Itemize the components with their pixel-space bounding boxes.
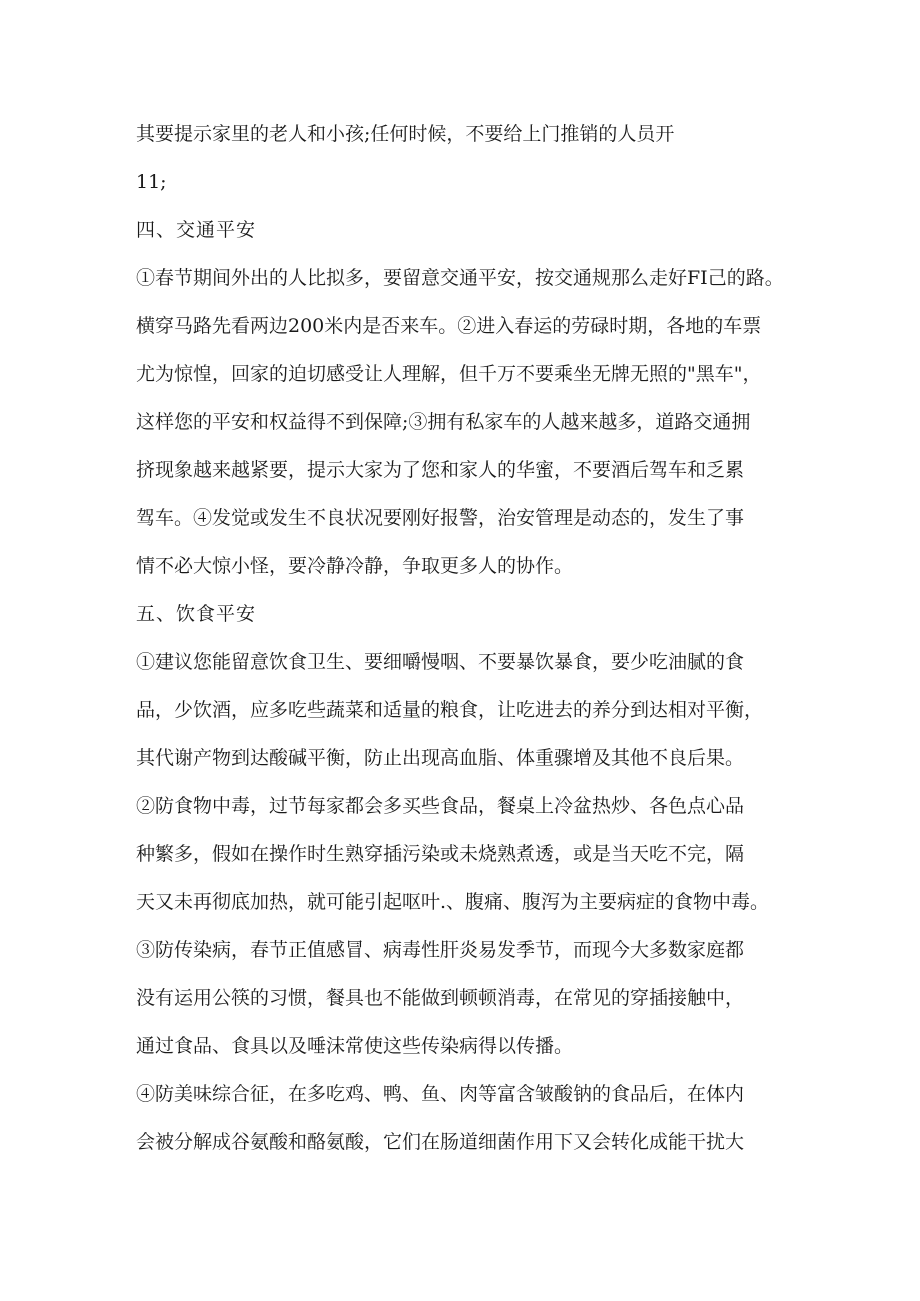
text-line: 横穿马路先看两边200米内是否来车。②进入春运的劳碌时期，各地的车票 — [136, 315, 762, 337]
text-line: ①建议您能留意饮食卫生、要细嚼慢咽、不要暴饮暴食，要少吃油腻的食 — [136, 651, 745, 673]
text-line: 11; — [136, 171, 167, 193]
text-line: 情不必大惊小怪，要冷静冷静，争取更多人的协作。 — [136, 555, 574, 577]
text-line: 通过食品、食具以及唾沫常使这些传染病得以传播。 — [136, 1035, 574, 1057]
text-line: 其要提示家里的老人和小孩;任何时候，不要给上门推销的人员开 — [136, 123, 675, 145]
text-line: 这样您的平安和权益得不到保障;③拥有私家车的人越来越多，道路交通拥 — [136, 411, 751, 433]
text-line: 尤为惊惶，回家的迫切感受让人理解，但千万不要乘坐无牌无照的"黑车"， — [136, 363, 762, 385]
text-line: ③防传染病，春节正值感冒、病毒性肝炎易发季节，而现今大多数家庭都 — [136, 939, 745, 961]
section-heading-traffic: 四、交通平安 — [136, 219, 257, 241]
text-line: ②防食物中毒，过节每家都会多买些食品，餐桌上冷盆热炒、各色点心品 — [136, 795, 745, 817]
text-line: ④防美味综合征，在多吃鸡、鸭、鱼、肉等富含皱酸钠的食品后，在体内 — [136, 1083, 745, 1105]
text-line: 没有运用公筷的习惯，餐具也不能做到顿顿消毒，在常见的穿插接触中， — [136, 987, 745, 1009]
section-heading-food: 五、饮食平安 — [136, 603, 257, 625]
text-line: 天又未再彻底加热，就可能引起呕叶.、腹痛、腹泻为主要病症的食物中毒。 — [136, 891, 770, 913]
text-line: 种繁多，假如在操作时生熟穿插污染或未烧熟煮透，或是当天吃不完，隔 — [136, 843, 745, 865]
text-line: ①春节期间外出的人比拟多，要留意交通平安，按交通规那么走好FI己的路。 — [136, 267, 784, 289]
text-line: 驾车。④发觉或发生不良状况要刚好报警，治安管理是动态的，发生了事 — [136, 507, 745, 529]
text-line: 会被分解成谷氨酸和酪氨酸，它们在肠道细菌作用下又会转化成能干扰大 — [136, 1131, 745, 1153]
text-line: 挤现象越来越紧要，提示大家为了您和家人的华蜜，不要酒后驾车和乏累 — [136, 459, 745, 481]
text-line: 品，少饮酒，应多吃些蔬菜和适量的粮食，让吃进去的养分到达相对平衡， — [136, 699, 764, 721]
text-line: 其代谢产物到达酸碱平衡，防止出现高血脂、体重骤增及其他不良后果。 — [136, 747, 745, 769]
